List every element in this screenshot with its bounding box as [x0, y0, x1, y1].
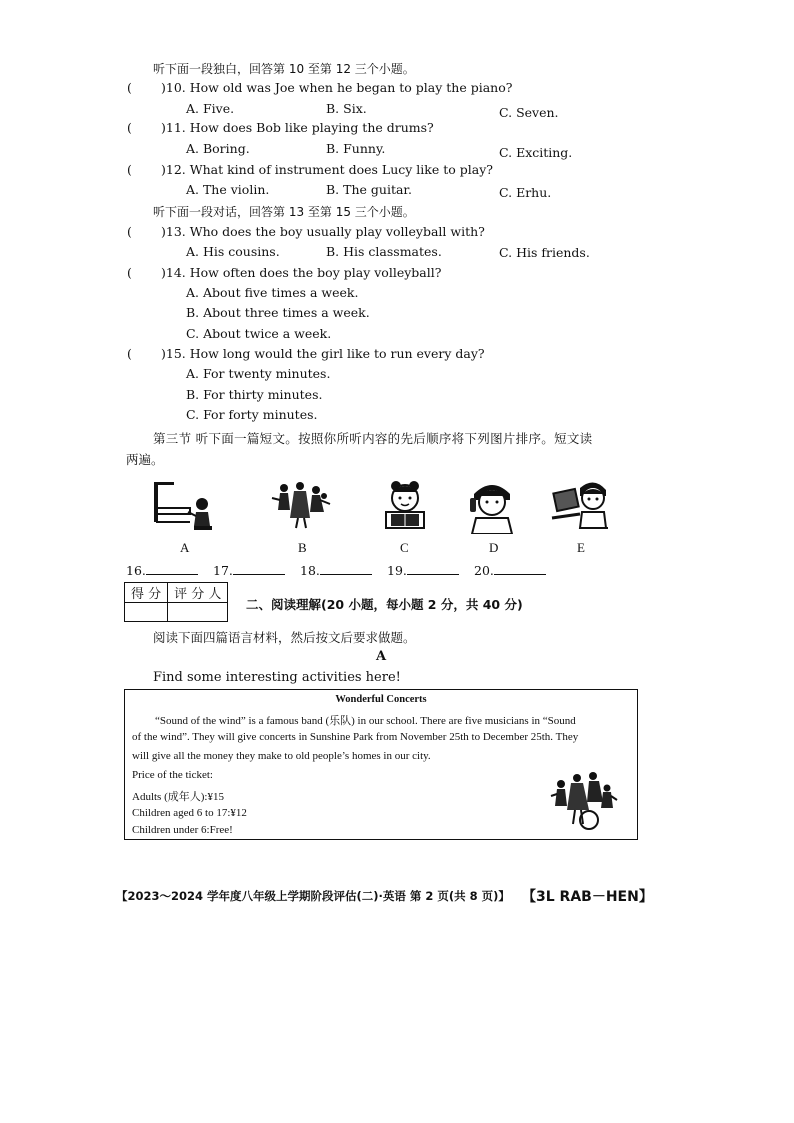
answer-line[interactable] — [320, 562, 372, 575]
q12-option-a: A. The violin. — [186, 182, 270, 197]
ad-line-2: of the wind”. They will give concerts in Sunshine Park from November 25th to December 25th. They — [132, 731, 579, 743]
piano-player-picture — [152, 478, 214, 534]
blank-number: 18. — [300, 563, 320, 578]
q15-option-c: C. For forty minutes. — [186, 407, 318, 422]
question-14-stem: )14. How often does the boy play volleyball? — [161, 265, 442, 280]
answer-paren[interactable]: ( — [127, 162, 132, 177]
question-15-stem: )15. How long would the girl like to run every day? — [161, 346, 485, 361]
question-10-stem: )10. How old was Joe when he began to play the piano? — [161, 80, 513, 95]
ad-price-children: Children aged 6 to 17:¥12 — [132, 807, 247, 819]
q11-option-b: B. Funny. — [326, 141, 386, 156]
q11-option-a: A. Boring. — [186, 141, 250, 156]
score-table — [124, 582, 228, 622]
answer-paren[interactable]: ( — [127, 120, 132, 135]
dialogue-instruction: 听下面一段对话，回答第 13 至第 15 三个小题。 — [153, 205, 415, 219]
q13-option-a: A. His cousins. — [186, 244, 280, 259]
picture-label-d: D — [489, 540, 499, 555]
blank-number: 16. — [126, 563, 146, 578]
answer-paren[interactable]: ( — [127, 265, 132, 280]
blank-number: 20. — [474, 563, 494, 578]
picture-label-a: A — [180, 540, 190, 555]
reading-instruction: 阅读下面四篇语言材料，然后按文后要求做题。 — [153, 630, 416, 645]
girl-reading-picture — [374, 478, 436, 534]
exam-code: 【3L RAB－HEN】 — [522, 889, 653, 905]
blank-number: 17. — [213, 563, 233, 578]
reading-section-heading: 二、阅读理解(20 小题，每小题 2 分，共 40 分) — [246, 597, 523, 612]
section3-instruction: 第三节 听下面一篇短文。按照你所听内容的先后顺序将下列图片排序。短文读 — [153, 431, 593, 446]
ad-line-3: will give all the money they make to old people’s homes in our city. — [132, 750, 431, 762]
q15-option-b: B. For thirty minutes. — [186, 387, 323, 402]
q10-option-b: B. Six. — [326, 101, 367, 116]
picture-label-e: E — [577, 540, 585, 555]
section3-instruction-cont: 两遍。 — [126, 452, 164, 467]
picture-label-c: C — [400, 540, 409, 555]
grader-cell[interactable] — [168, 603, 228, 622]
score-cell[interactable] — [125, 603, 168, 622]
band-group-picture — [270, 478, 332, 534]
passage-intro: Find some interesting activities here! — [153, 670, 401, 685]
q12-option-c: C. Erhu. — [499, 185, 552, 200]
blank-17[interactable] — [213, 562, 285, 578]
blank-20[interactable] — [474, 562, 546, 578]
ad-price-adults: Adults (成年人):¥15 — [132, 791, 224, 803]
blank-19[interactable] — [387, 562, 459, 578]
grader-header: 评 分 人 — [168, 583, 228, 603]
answer-line[interactable] — [494, 562, 546, 575]
monologue-instruction: 听下面一段独白，回答第 10 至第 12 三个小题。 — [153, 62, 415, 76]
q11-option-c: C. Exciting. — [499, 145, 573, 160]
q10-option-c: C. Seven. — [499, 105, 559, 120]
q13-option-b: B. His classmates. — [326, 244, 442, 259]
q14-option-b: B. About three times a week. — [186, 305, 370, 320]
ad-price-under6: Children under 6:Free! — [132, 824, 233, 836]
boy-on-phone-picture — [462, 478, 524, 534]
page-footer: 【2023～2024 学年度八年级上学期阶段评估(二)·英语 第 2 页(共 8 页)】 — [116, 889, 510, 903]
q13-option-c: C. His friends. — [499, 245, 590, 260]
ad-title: Wonderful Concerts — [335, 694, 427, 705]
band-illustration — [549, 766, 619, 832]
answer-paren[interactable]: ( — [127, 80, 132, 95]
concert-ad-box — [124, 689, 638, 840]
blank-16[interactable] — [126, 562, 198, 578]
question-11-stem: )11. How does Bob like playing the drums? — [161, 120, 434, 135]
answer-line[interactable] — [146, 562, 198, 575]
ad-price-label: Price of the ticket: — [132, 769, 213, 781]
passage-label: A — [376, 649, 387, 664]
q14-option-c: C. About twice a week. — [186, 326, 332, 341]
q10-option-a: A. Five. — [186, 101, 235, 116]
score-header: 得 分 — [125, 583, 168, 603]
child-at-laptop-picture — [550, 478, 612, 534]
q12-option-b: B. The guitar. — [326, 182, 412, 197]
q15-option-a: A. For twenty minutes. — [186, 366, 331, 381]
answer-line[interactable] — [233, 562, 285, 575]
answer-paren[interactable]: ( — [127, 346, 132, 361]
answer-line[interactable] — [407, 562, 459, 575]
question-13-stem: )13. Who does the boy usually play volleyball with? — [161, 224, 485, 239]
ad-line-1: “Sound of the wind” is a famous band (乐队) in our school. There are five musicians in “Sound — [155, 715, 576, 727]
answer-paren[interactable]: ( — [127, 224, 132, 239]
q14-option-a: A. About five times a week. — [186, 285, 359, 300]
question-12-stem: )12. What kind of instrument does Lucy like to play? — [161, 162, 493, 177]
blank-number: 19. — [387, 563, 407, 578]
blank-18[interactable] — [300, 562, 372, 578]
picture-label-b: B — [298, 540, 307, 555]
